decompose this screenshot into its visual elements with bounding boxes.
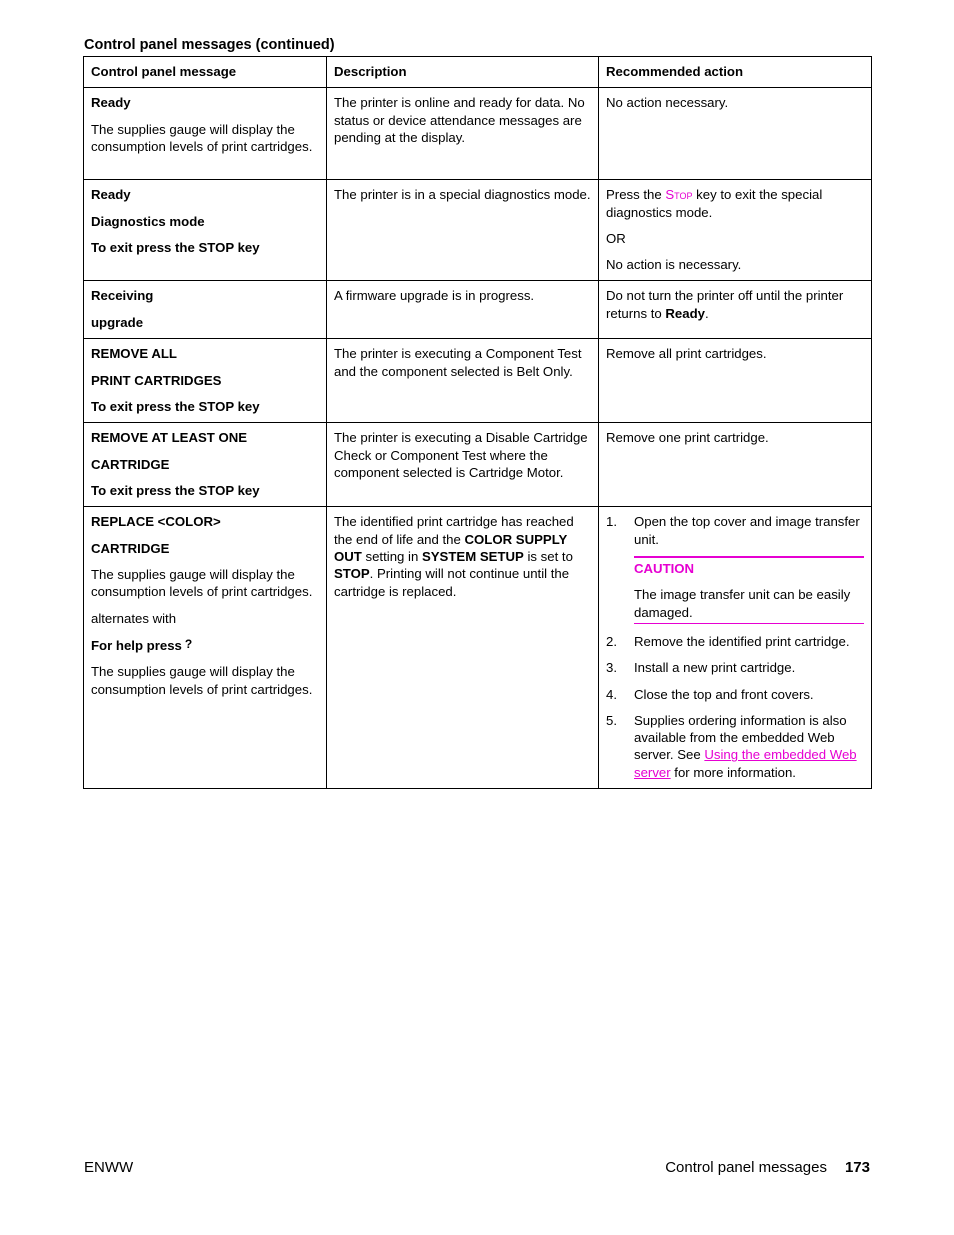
- step-text: [634, 713, 857, 780]
- step-number: 3.: [606, 660, 617, 676]
- action-steps: [606, 513, 864, 548]
- step-text: Install a new print cartridge.: [634, 660, 796, 676]
- help-label: For help press: [91, 637, 182, 653]
- description-part-bold: STOP: [334, 566, 370, 582]
- message-cell: [84, 339, 327, 423]
- step-item: [606, 686, 864, 703]
- action-steps: [606, 633, 864, 781]
- action-text: Remove all print cartridges.: [606, 346, 767, 362]
- message-line: Receiving: [91, 288, 154, 304]
- action-alt: No action is necessary.: [606, 257, 742, 273]
- action-text: Remove one print cartridge.: [606, 430, 769, 446]
- message-line: upgrade: [91, 314, 144, 330]
- action-text-bold: Ready: [665, 305, 705, 321]
- table-row: [84, 423, 872, 507]
- step-item: [606, 712, 864, 781]
- step-text: Open the top cover and image transfer unit.: [634, 514, 860, 547]
- table-row: [84, 507, 872, 789]
- message-cell: [84, 507, 327, 789]
- message-cell: [84, 281, 327, 339]
- step-number: 4.: [606, 686, 617, 702]
- description-cell: [327, 281, 599, 339]
- action-cell: [599, 423, 872, 507]
- description-text: The printer is executing a Component Test and the component selected is Belt Only.: [334, 346, 582, 379]
- message-line: To exit press the STOP key: [91, 239, 260, 255]
- description-text: A firmware upgrade is in progress.: [334, 288, 535, 304]
- message-cell: [84, 423, 327, 507]
- description-text: The printer is executing a Disable Cartridge Check or Component Test where the component selected is Cartridge Motor.: [334, 430, 588, 481]
- description-part: is set to: [523, 549, 573, 565]
- message-line: REMOVE ALL: [91, 346, 177, 362]
- step-item: [606, 633, 864, 650]
- stop-key-label: Stop: [665, 187, 693, 203]
- embedded-web-server-link[interactable]: Using the embedded Web server: [634, 747, 857, 780]
- description-cell: [327, 507, 599, 789]
- table-row: [84, 180, 872, 281]
- message-line: Ready: [91, 95, 131, 111]
- action-cell: [599, 281, 872, 339]
- page-number: 173: [844, 1159, 870, 1176]
- action-or: OR: [606, 230, 626, 246]
- action-cell: [599, 507, 872, 789]
- step-item: [606, 659, 864, 676]
- message-line: CARTRIDGE: [91, 456, 170, 472]
- description-cell: [327, 180, 599, 281]
- action-cell: [599, 180, 872, 281]
- action-text: [606, 287, 864, 322]
- message-note: The supplies gauge will display the consumption levels of print cartridges.: [91, 567, 313, 600]
- step-text: Close the top and front covers.: [634, 686, 814, 702]
- description-part-bold: COLOR SUPPLY OUT: [334, 531, 568, 565]
- column-header-message: Control panel message: [84, 57, 327, 88]
- description-part: . Printing will not continue until the cartridge is replaced.: [334, 566, 570, 599]
- message-cell: [84, 180, 327, 281]
- message-help: [91, 636, 319, 654]
- footer-right: [665, 1159, 870, 1177]
- description-cell: [327, 88, 599, 180]
- message-line: Ready: [91, 187, 131, 203]
- message-alternates: alternates with: [91, 610, 177, 626]
- message-line: To exit press the STOP key: [91, 483, 260, 499]
- step-text-pre: Supplies ordering information is also available from the embedded Web server. See: [634, 712, 847, 763]
- step-number: 5.: [606, 712, 617, 728]
- message-line: Diagnostics mode: [91, 213, 205, 229]
- step-text-post: for more information.: [670, 764, 796, 780]
- action-text-pre: Do not turn the printer off until the printer returns to: [606, 288, 844, 321]
- caution-box: [634, 556, 864, 624]
- message-line: To exit press the STOP key: [91, 399, 260, 415]
- column-header-description: Description: [327, 57, 599, 88]
- action-text: [606, 186, 864, 221]
- description-cell: [327, 423, 599, 507]
- description-part: setting in: [361, 549, 422, 565]
- table-row: [84, 88, 872, 180]
- column-header-action: Recommended action: [599, 57, 872, 88]
- step-number: 2.: [606, 633, 617, 649]
- table-title: Control panel messages (continued): [84, 37, 335, 53]
- step-text: Remove the identified print cartridge.: [634, 633, 850, 649]
- message-line: PRINT CARTRIDGES: [91, 372, 222, 388]
- message-note: The supplies gauge will display the consumption levels of print cartridges.: [91, 121, 313, 154]
- caution-title: CAUTION: [634, 561, 695, 577]
- message-cell: [84, 88, 327, 180]
- step-item: [606, 513, 864, 548]
- message-line: REMOVE AT LEAST ONE: [91, 430, 248, 446]
- description-part-bold: SYSTEM SETUP: [421, 549, 524, 565]
- help-key-icon: ?: [184, 636, 193, 651]
- action-text-post: key to exit the special diagnostics mode.: [606, 187, 823, 220]
- action-cell: [599, 88, 872, 180]
- footer-left-label: ENWW: [84, 1159, 134, 1176]
- control-panel-messages-table: [83, 56, 872, 789]
- table-row: [84, 281, 872, 339]
- description-text: The printer is in a special diagnostics mode.: [334, 187, 591, 203]
- table-row: [84, 339, 872, 423]
- footer-section-title: Control panel messages: [665, 1159, 827, 1176]
- description-cell: [327, 339, 599, 423]
- message-line: CARTRIDGE: [91, 540, 170, 556]
- action-text-pre: Press the: [606, 187, 666, 203]
- table-header-row: [84, 57, 872, 88]
- description-text: [334, 513, 591, 599]
- action-text: No action necessary.: [606, 95, 729, 111]
- message-note: The supplies gauge will display the consumption levels of print cartridges.: [91, 664, 313, 697]
- description-text: The printer is online and ready for data. No status or device attendance messages are pending at the display.: [334, 95, 585, 145]
- message-line: REPLACE <COLOR>: [91, 514, 221, 530]
- action-cell: [599, 339, 872, 423]
- caution-text: The image transfer unit can be easily damaged.: [634, 587, 851, 620]
- description-part: The identified print cartridge has reached the end of life and the: [334, 514, 574, 547]
- step-number: 1.: [606, 514, 617, 530]
- action-text-post: .: [704, 305, 709, 321]
